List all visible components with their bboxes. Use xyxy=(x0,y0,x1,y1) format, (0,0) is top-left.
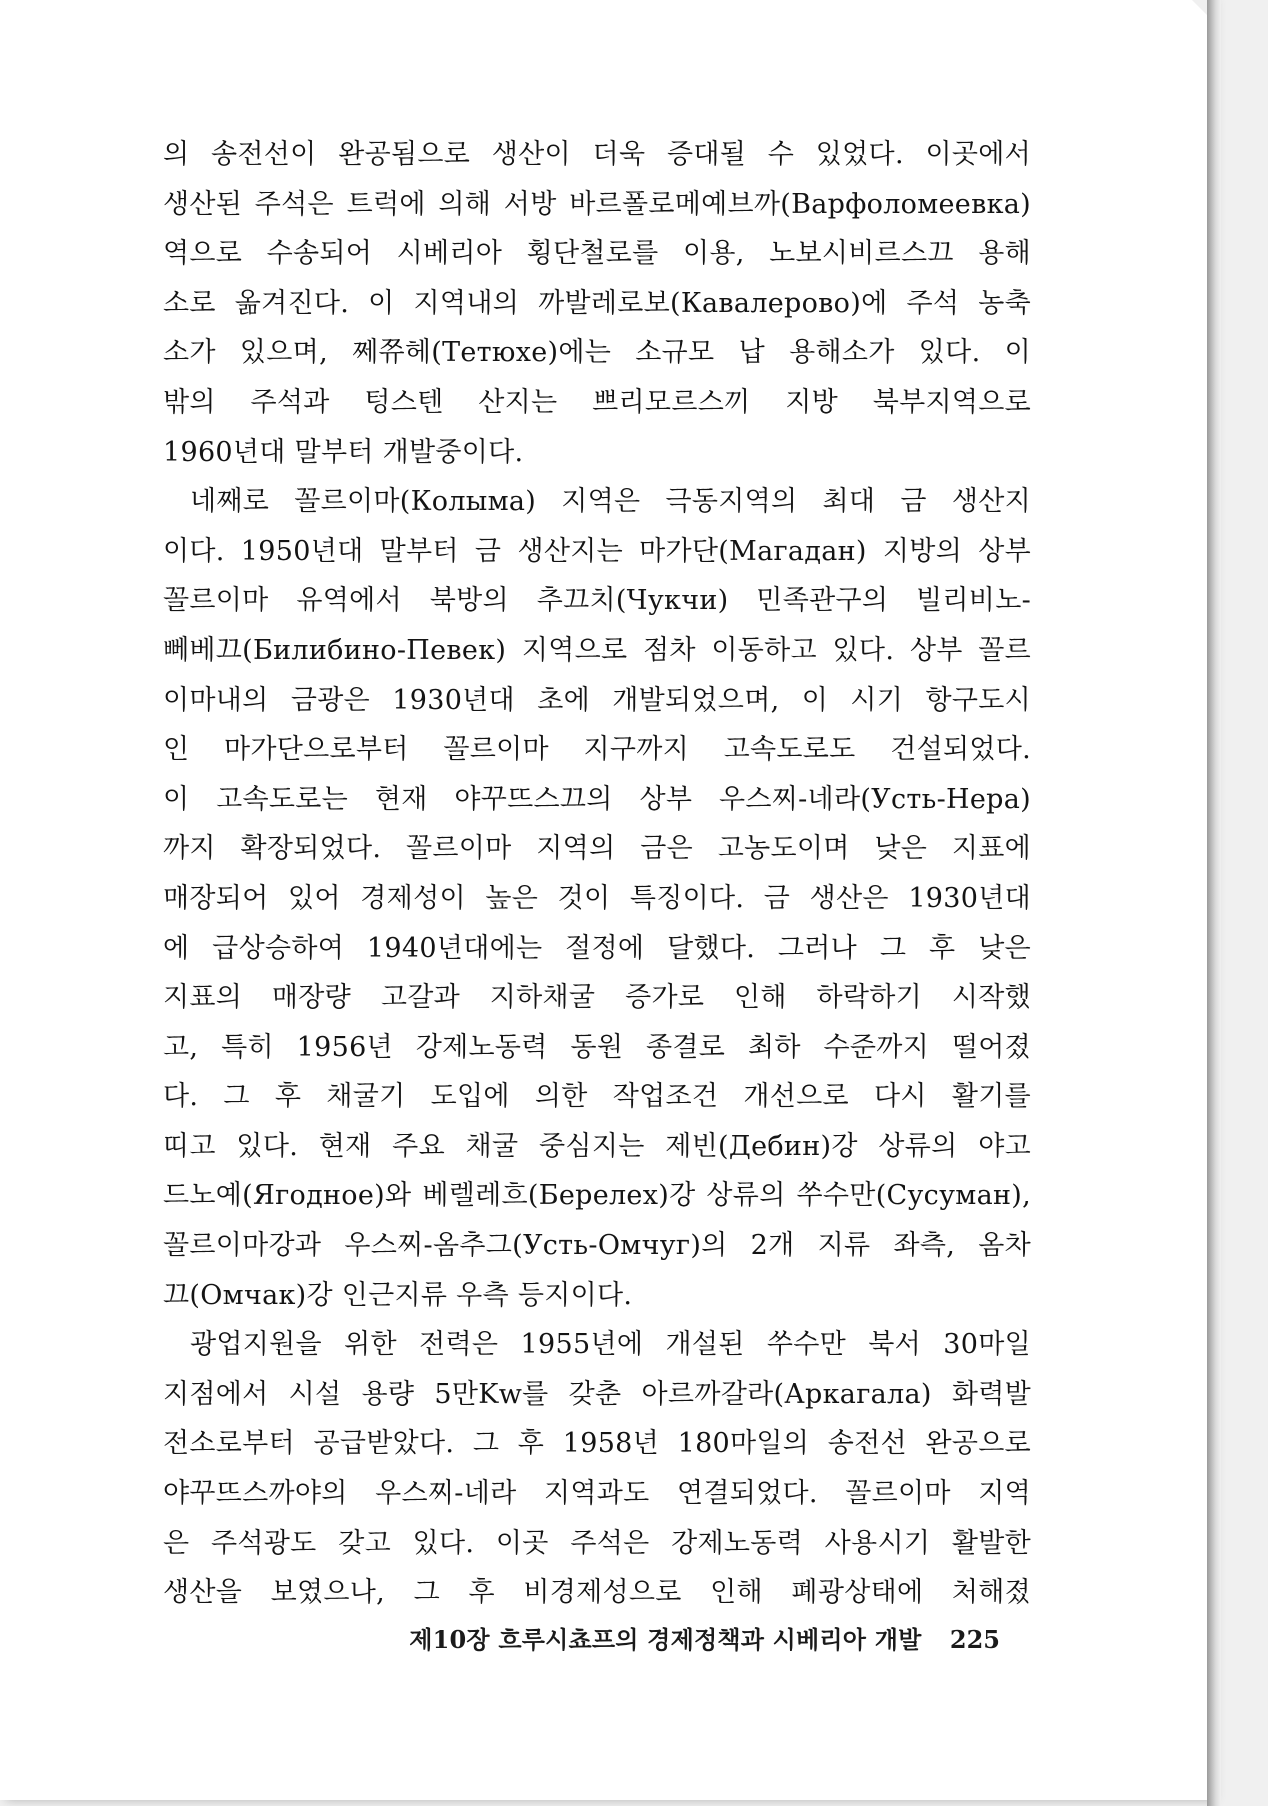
text-line: 은 주석광도 갖고 있다. 이곳 주석은 강제노동력 사용시기 활발한 xyxy=(163,1527,1031,1559)
text-line: 띠고 있다. 현재 주요 채굴 중심지는 제빈(Дебин)강 상류의 야고 xyxy=(163,1130,1031,1162)
page-number: 225 xyxy=(949,1625,1000,1654)
text-line: 다. 그 후 채굴기 도입에 의한 작업조건 개선으로 다시 활기를 xyxy=(163,1081,1031,1113)
text-line: 생산된 주석은 트럭에 의해 서방 바르폴로메예브까(Варфоломеевка) xyxy=(163,188,1031,220)
text-line: 생산을 보였으나, 그 후 비경제성으로 인해 폐광상태에 처해졌 xyxy=(163,1577,1031,1609)
text-line: 지점에서 시설 용량 5만Kw를 갖춘 아르까갈라(Аркагала) 화력발 xyxy=(163,1378,1031,1410)
text-line: 꼴르이마강과 우스찌-옴추그(Усть-Омчуг)의 2개 지류 좌측, 옴차 xyxy=(163,1230,1031,1262)
text-line: 소로 옮겨진다. 이 지역내의 까발레로보(Кавалерово)에 주석 농축 xyxy=(163,287,1031,319)
text-line: 까지 확장되었다. 꼴르이마 지역의 금은 고농도이며 낮은 지표에 xyxy=(163,833,1031,865)
text-line: 전소로부터 공급받았다. 그 후 1958년 180마일의 송전선 완공으로 xyxy=(163,1428,1031,1460)
text-line: 이 고속도로는 현재 야꾸뜨스끄의 상부 우스찌-네라(Усть-Нера) xyxy=(163,783,1031,815)
text-line: 에 급상승하여 1940년대에는 절정에 달했다. 그러나 그 후 낮은 xyxy=(163,932,1031,964)
text-line: 지표의 매장량 고갈과 지하채굴 증가로 인해 하락하기 시작했 xyxy=(163,982,1031,1014)
text-line: 야꾸뜨스까야의 우스찌-네라 지역과도 연결되었다. 꼴르이마 지역 xyxy=(163,1478,1031,1510)
text-line: 매장되어 있어 경제성이 높은 것이 특징이다. 금 생산은 1930년대 xyxy=(163,882,1031,914)
text-line: 소가 있으며, 쩨쮸헤(Тетюхе)에는 소규모 납 용해소가 있다. 이 xyxy=(163,337,1031,369)
text-line: 드노예(Ягодное)와 베렐레흐(Берелех)강 상류의 쑤수만(Сусуман), xyxy=(163,1180,1031,1212)
text-line: 고, 특히 1956년 강제노동력 동원 종결로 최하 수준까지 떨어졌 xyxy=(163,1031,1031,1063)
paragraph-start-line: 광업지원을 위한 전력은 1955년에 개설된 쑤수만 북서 30마일 xyxy=(190,1329,1031,1361)
running-footer xyxy=(380,1622,1000,1658)
text-line: 의 송전선이 완공됨으로 생산이 더욱 증대될 수 있었다. 이곳에서 xyxy=(163,139,1031,170)
text-line: 인 마가단으로부터 꼴르이마 지구까지 고속도로도 건설되었다. xyxy=(163,734,1031,766)
body-text xyxy=(163,130,1031,1618)
text-line: 뻬베끄(Билибино-Певек) 지역으로 점차 이동하고 있다. 상부 꼴르 xyxy=(163,634,1031,666)
paragraph-end-line: 1960년대 말부터 개발중이다. xyxy=(163,436,524,468)
paragraph-end-line: 끄(Омчак)강 인근지류 우측 등지이다. xyxy=(163,1279,633,1311)
page-edge-shadow xyxy=(1207,0,1221,1806)
text-line: 밖의 주석과 텅스텐 산지는 쁘리모르스끼 지방 북부지역으로 xyxy=(163,386,1031,418)
text-line: 꼴르이마 유역에서 북방의 추끄치(Чукчи) 민족관구의 빌리비노- xyxy=(163,585,1031,617)
paragraph-start-line: 네째로 꼴르이마(Колыма) 지역은 극동지역의 최대 금 생산지 xyxy=(190,486,1031,518)
text-line: 역으로 수송되어 시베리아 횡단철로를 이용, 노보시비르스끄 용해 xyxy=(163,238,1031,270)
text-line: 이마내의 금광은 1930년대 초에 개발되었으며, 이 시기 항구도시 xyxy=(163,684,1031,716)
chapter-title: 제10장 흐루시쵸프의 경제정책과 시베리아 개발 xyxy=(409,1625,922,1654)
text-line: 이다. 1950년대 말부터 금 생산지는 마가단(Магадан) 지방의 상부 xyxy=(163,535,1031,567)
